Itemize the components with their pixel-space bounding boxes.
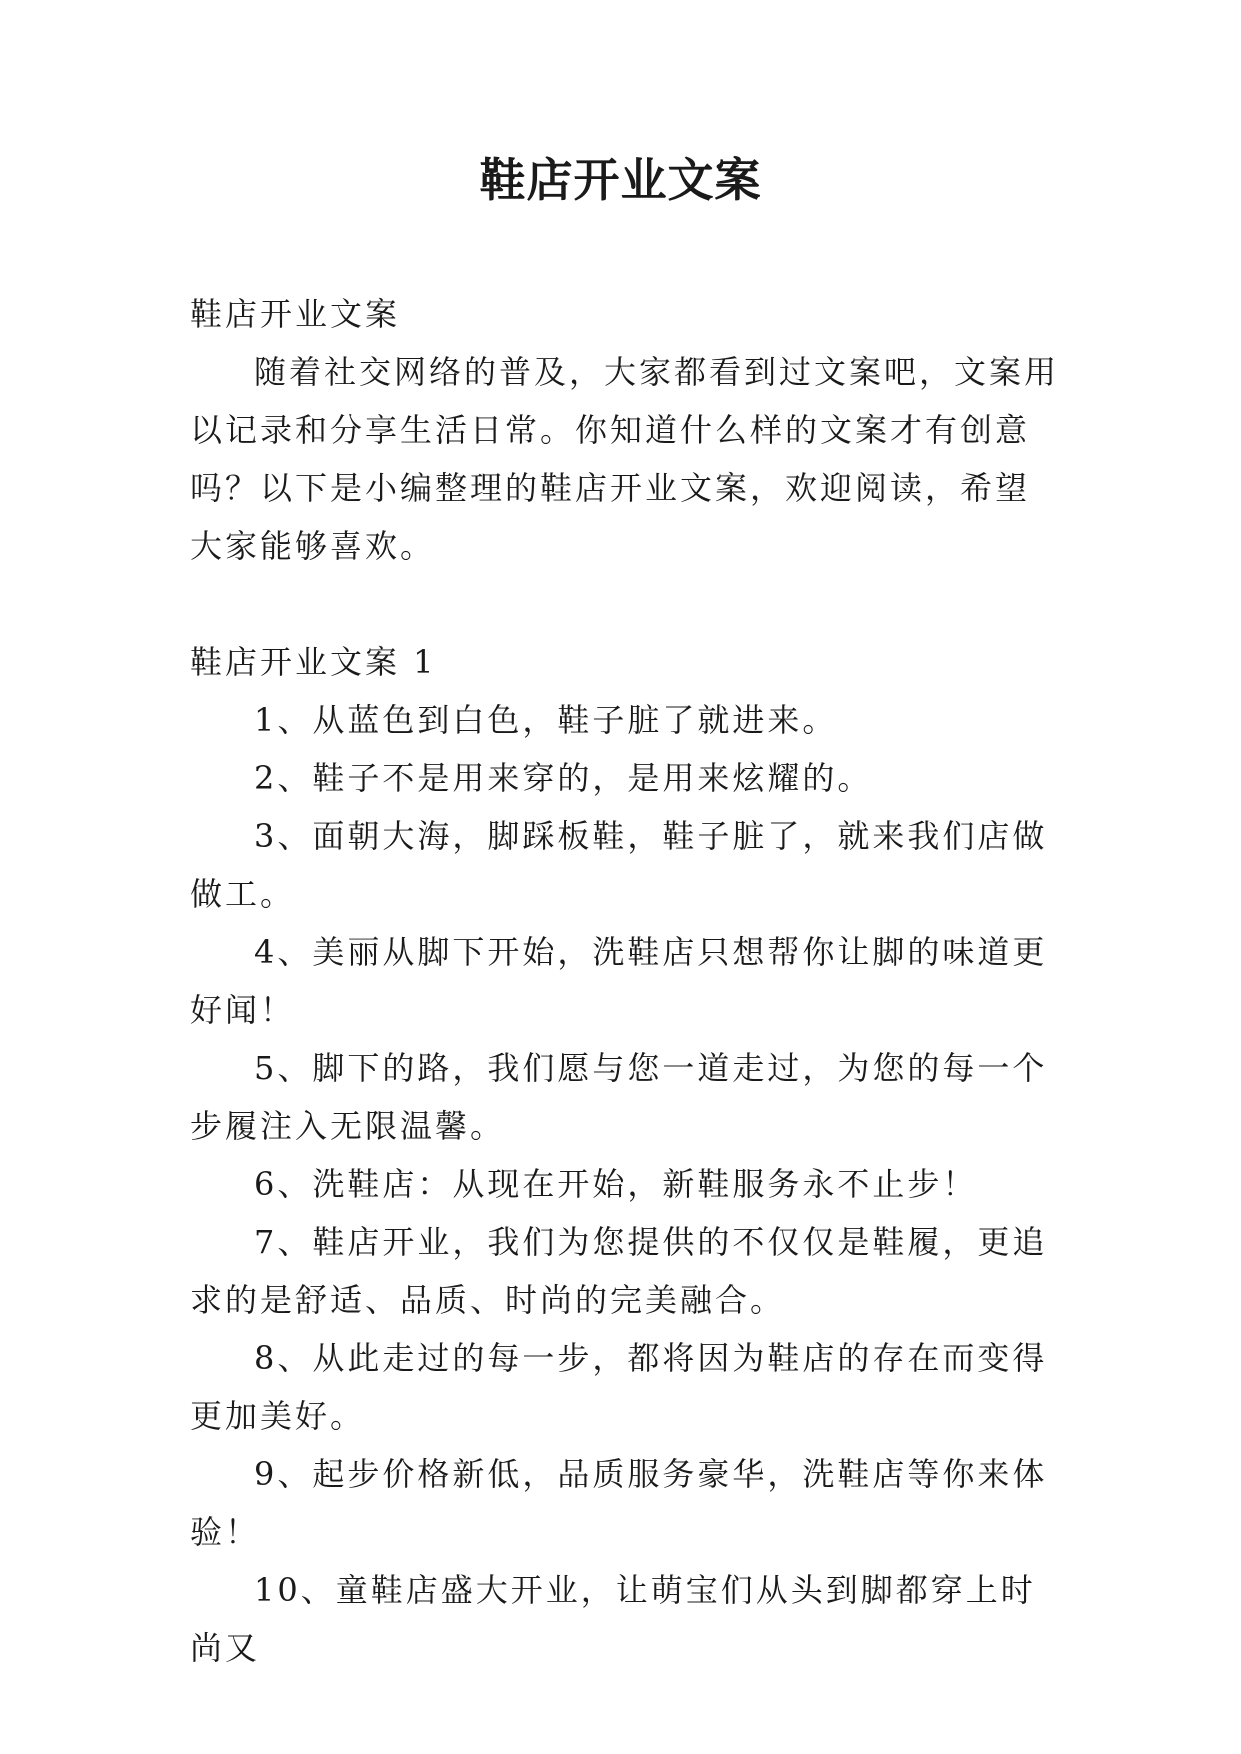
list-item: 6、洗鞋店：从现在开始，新鞋服务永不止步！ [254, 1165, 978, 1203]
list-item: 10、童鞋店盛大开业，让萌宝们从头到脚都穿上时尚又 [190, 1571, 1036, 1667]
list-item: 4、美丽从脚下开始，洗鞋店只想帮你让脚的味道更好闻！ [190, 933, 1048, 1029]
document-body [190, 285, 1060, 1677]
list-item: 3、面朝大海，脚踩板鞋，鞋子脏了，就来我们店做做工。 [190, 817, 1048, 913]
list-item: 1、从蓝色到白色，鞋子脏了就进来。 [254, 701, 838, 739]
document-subtitle: 鞋店开业文案 [190, 295, 401, 333]
list-item: 7、鞋店开业，我们为您提供的不仅仅是鞋履，更追求的是舒适、品质、时尚的完美融合。 [190, 1223, 1048, 1319]
list-item: 8、从此走过的每一步，都将因为鞋店的存在而变得更加美好。 [190, 1339, 1048, 1435]
section-heading: 鞋店开业文案 1 [190, 643, 437, 681]
intro-paragraph: 随着社交网络的普及，大家都看到过文案吧，文案用以记录和分享生活日常。你知道什么样的文案才有创意吗？以下是小编整理的鞋店开业文案，欢迎阅读，希望大家能够喜欢。 [190, 353, 1060, 565]
list-item: 9、起步价格新低，品质服务豪华，洗鞋店等你来体验！ [190, 1455, 1048, 1551]
list-item: 5、脚下的路，我们愿与您一道走过，为您的每一个步履注入无限温馨。 [190, 1049, 1048, 1145]
list-item: 2、鞋子不是用来穿的，是用来炫耀的。 [254, 759, 873, 797]
paragraph-spacer [190, 575, 1060, 633]
document-title: 鞋店开业文案 [479, 153, 762, 207]
